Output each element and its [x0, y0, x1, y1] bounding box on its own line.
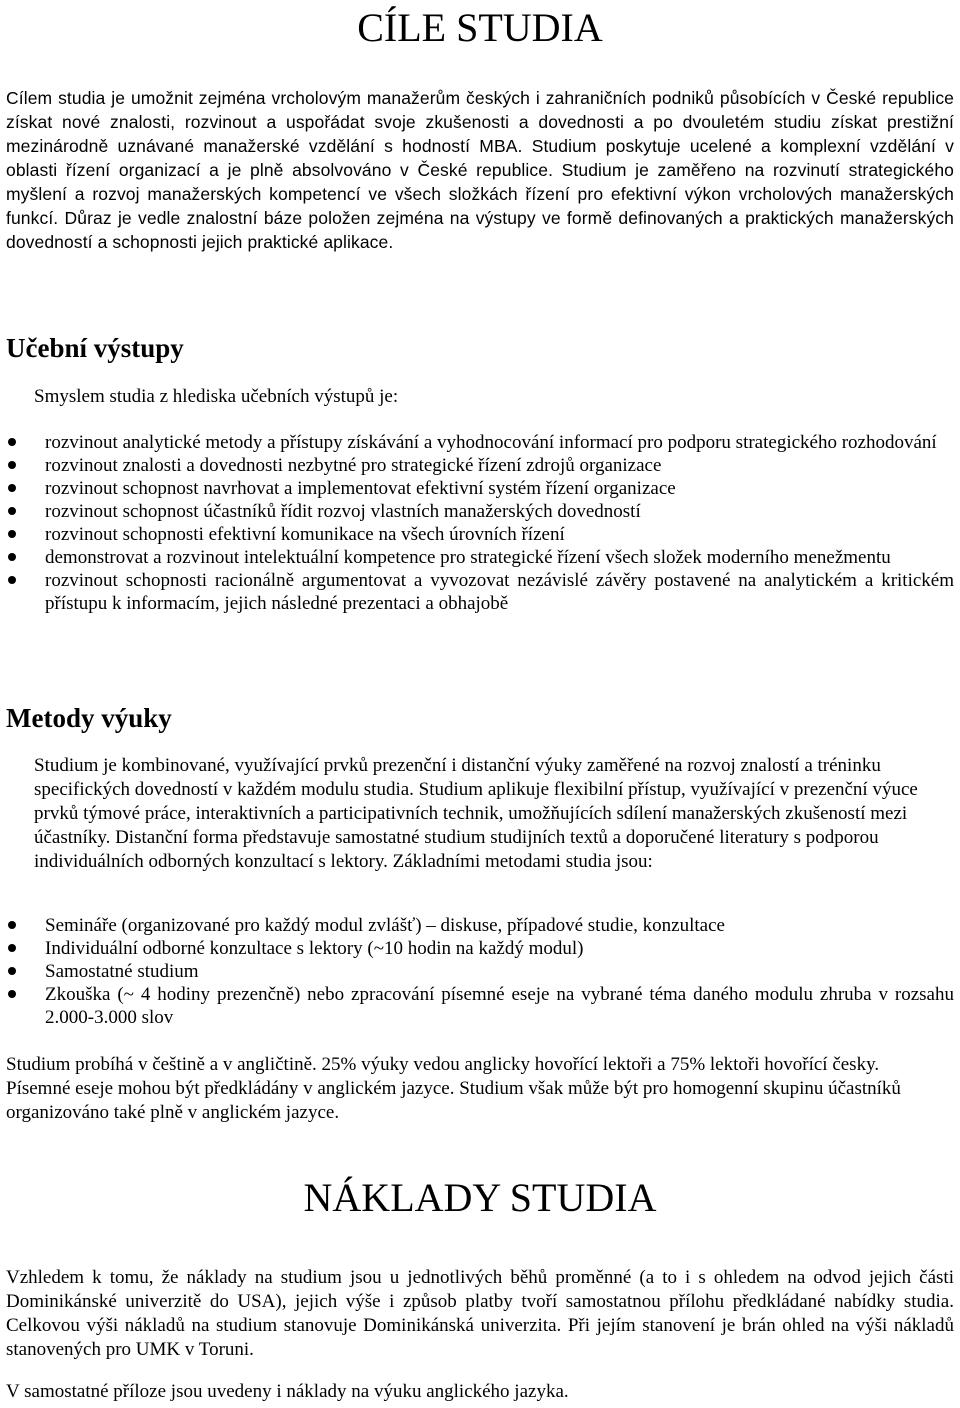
bullet-icon — [8, 921, 16, 929]
language-paragraph: Studium probíhá v češtině a v angličtině. 25% výuky vedou anglicky hovořící lektoři a 75% lektoři hovořící česky. Písemné eseje mohou být předkládány v anglickém jazyce. Studium však může být pro homogenní skupinu účastníků organizováno také plně v anglickém jazyce. — [6, 1054, 901, 1123]
bullet-icon — [8, 553, 16, 561]
bullet-icon — [8, 576, 16, 584]
costs-title: NÁKLADY STUDIA — [303, 1175, 657, 1220]
bullet-icon — [8, 438, 16, 446]
bullet-icon — [8, 990, 16, 998]
list-item: Samostatné studium — [0, 960, 960, 983]
list-item: Individuální odborné konzultace s lektory (~10 hodin na každý modul) — [0, 937, 960, 960]
list-item: rozvinout schopnosti efektivní komunikace na všech úrovních řízení — [0, 523, 960, 546]
teaching-methods-heading: Metody výuky — [6, 703, 172, 733]
learning-outcomes-list — [0, 431, 960, 615]
bullet-icon — [8, 967, 16, 975]
teaching-methods-paragraph: Studium je kombinované, využívající prvků prezenční i distanční výuky zaměřené na rozvoj znalostí a tréninku specifických dovedností v každém modulu studia. Studium aplikuje flexibilní přístup, využívající v prezenční výuce prvků týmové práce, interaktivních a participativních technik, umožňujících sdílení manažerských zkušeností mezi účastníky. Distanční forma představuje samostatné studium studijních textů a doporučené literatury s podporou individuálních odborných konzultací s lektory. Základními metodami studia jsou: — [34, 755, 918, 872]
learning-outcomes-heading: Učební výstupy — [6, 333, 184, 363]
bullet-icon — [8, 530, 16, 538]
list-item: rozvinout schopnost účastníků řídit rozvoj vlastních manažerských dovedností — [0, 500, 960, 523]
page-title: CÍLE STUDIA — [357, 5, 603, 50]
bullet-icon — [8, 507, 16, 515]
learning-outcomes-lead: Smyslem studia z hlediska učebních výstupů je: — [34, 386, 399, 407]
list-item: rozvinout znalosti a dovednosti nezbytné pro strategické řízení zdrojů organizace — [0, 454, 960, 477]
list-item: demonstrovat a rozvinout intelektuální kompetence pro strategické řízení všech složek moderního menežmentu — [0, 546, 960, 569]
list-item: rozvinout analytické metody a přístupy získávání a vyhodnocování informací pro podporu strategického rozhodování — [0, 431, 960, 454]
list-item: Semináře (organizované pro každý modul zvlášť) – diskuse, případové studie, konzultace — [0, 914, 960, 937]
list-item: Zkouška (~ 4 hodiny prezenčně) nebo zpracování písemné eseje na vybrané téma daného modulu zhruba v rozsahu 2.000-3.000 slov — [0, 983, 960, 1029]
list-item: rozvinout schopnosti racionálně argumentovat a vyvozovat nezávislé závěry postavené na analytickém a kritickém přístupu k informacím, jejich následné prezentaci a obhajobě — [0, 569, 960, 615]
bullet-icon — [8, 944, 16, 952]
list-item: rozvinout schopnost navrhovat a implementovat efektivní systém řízení organizace — [0, 477, 960, 500]
bullet-icon — [8, 484, 16, 492]
costs-note: V samostatné příloze jsou uvedeny i náklady na výuku anglického jazyka. — [6, 1381, 569, 1402]
bullet-icon — [8, 461, 16, 469]
goals-paragraph: Cílem studia je umožnit zejména vrcholovým manažerům českých i zahraničních podniků působících v České republice získat nové znalosti, rozvinout a uspořádat svoje zkušenosti a dovednosti a po dvouletém studiu získat prestižní mezinárodně uznávané manažerské vzdělání s hodností MBA. Studium poskytuje ucelené a komplexní vzdělání v oblasti řízení organizací a je plně absolvováno v České republice. Studium je zaměřeno na rozvinutí strategického myšlení a rozvoj manažerských kompetencí ve všech složkách řízení pro efektivní výkon vrcholových manažerských funkcí. Důraz je vedle znalostní báze položen zejména na výstupy ve formě definovaných a praktických manažerských dovedností a schopnosti jejich praktické aplikace. — [6, 88, 954, 252]
teaching-methods-list — [0, 914, 960, 1029]
costs-paragraph: Vzhledem k tomu, že náklady na studium jsou u jednotlivých běhů proměnné (a to i s ohledem na odvod jejich části Dominikánské univerzitě do USA), jejich výše i způsob platby tvoří samostatnou přílohu předkládané nabídky studia. Celkovou výši nákladů na studium stanovuje Dominikánská univerzita. Při jejím stanovení je brán ohled na výši nákladů stanovených pro UMK v Toruni. — [6, 1267, 954, 1360]
